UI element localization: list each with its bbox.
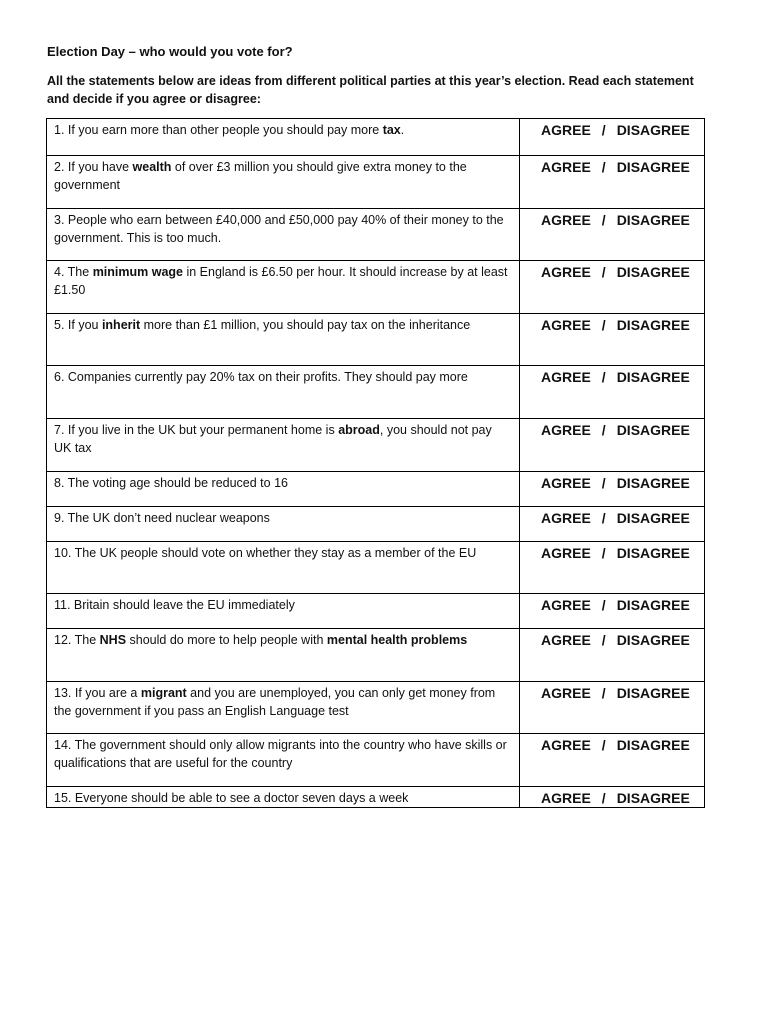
choice-separator: / xyxy=(601,597,606,613)
agree-option[interactable]: AGREE xyxy=(541,317,591,333)
agree-disagree-cell xyxy=(520,787,705,808)
disagree-option[interactable]: DISAGREE xyxy=(616,685,690,701)
statement-row xyxy=(47,119,705,156)
statement-text-part: 15. Everyone should be able to see a doctor seven days a week xyxy=(54,791,409,805)
statement-keyword: wealth xyxy=(132,160,172,174)
statement-text xyxy=(47,787,520,808)
statement-keyword: migrant xyxy=(140,686,187,700)
agree-option[interactable]: AGREE xyxy=(541,545,591,561)
statement-row xyxy=(47,314,705,366)
agree-option[interactable]: AGREE xyxy=(541,510,591,526)
statement-text xyxy=(47,734,520,787)
choice-separator: / xyxy=(601,317,606,333)
statement-row xyxy=(47,209,705,261)
statement-text xyxy=(47,682,520,734)
statement-row xyxy=(47,734,705,787)
statement-text-part: 3. People who earn between £40,000 and £50,000 pay 40% of their money to the government. This is too much. xyxy=(54,213,504,245)
agree-disagree-cell xyxy=(520,314,705,366)
statement-text-part: of over £3 million you should give extra money to the government xyxy=(54,160,467,192)
statement-text-part: 7. If you live in the UK but your permanent home is xyxy=(54,423,339,437)
statement-text-part: and you are unemployed, you can only get money from the government if you pass an English Language test xyxy=(54,686,496,718)
statements-table-body xyxy=(47,119,705,808)
choice-separator: / xyxy=(601,159,606,175)
statement-text xyxy=(47,209,520,261)
choice-separator: / xyxy=(601,737,606,753)
statement-text xyxy=(47,261,520,314)
statement-text xyxy=(47,594,520,629)
agree-disagree-cell xyxy=(520,629,705,682)
disagree-option[interactable]: DISAGREE xyxy=(616,510,690,526)
agree-option[interactable]: AGREE xyxy=(541,632,591,648)
disagree-option[interactable]: DISAGREE xyxy=(616,632,690,648)
agree-disagree-cell xyxy=(520,209,705,261)
statement-text-part: should do more to help people with xyxy=(126,633,327,647)
statement-row xyxy=(47,682,705,734)
agree-option[interactable]: AGREE xyxy=(541,737,591,753)
agree-option[interactable]: AGREE xyxy=(541,369,591,385)
agree-option[interactable]: AGREE xyxy=(541,212,591,228)
statement-keyword: mental health problems xyxy=(326,633,468,647)
choice-separator: / xyxy=(601,212,606,228)
statement-text-part: 9. The UK don’t need nuclear weapons xyxy=(54,511,270,525)
statement-text xyxy=(47,419,520,472)
choice-separator: / xyxy=(601,475,606,491)
choice-separator: / xyxy=(601,122,606,138)
statement-text xyxy=(47,542,520,594)
choice-separator: / xyxy=(601,369,606,385)
statement-keyword: inherit xyxy=(101,318,141,332)
statement-text-part: , you should not pay UK tax xyxy=(54,423,492,455)
statement-text-part: 1. If you earn more than other people you should pay more xyxy=(54,123,383,137)
statement-row xyxy=(47,366,705,419)
agree-disagree-cell xyxy=(520,542,705,594)
page-title: Election Day – who would you vote for? xyxy=(47,44,293,59)
statement-text xyxy=(47,472,520,507)
disagree-option[interactable]: DISAGREE xyxy=(616,545,690,561)
disagree-option[interactable]: DISAGREE xyxy=(616,790,690,806)
statement-text xyxy=(47,314,520,366)
statement-text-part: 5. If you xyxy=(54,318,102,332)
statement-text-part: 12. The xyxy=(54,633,100,647)
statement-text-part: 14. The government should only allow migrants into the country who have skills or qualifications that are useful for the country xyxy=(54,738,507,770)
agree-disagree-cell xyxy=(520,734,705,787)
statement-text-part: 6. Companies currently pay 20% tax on their profits. They should pay more xyxy=(54,370,468,384)
choice-separator: / xyxy=(601,545,606,561)
disagree-option[interactable]: DISAGREE xyxy=(616,212,690,228)
agree-disagree-cell xyxy=(520,472,705,507)
disagree-option[interactable]: DISAGREE xyxy=(616,737,690,753)
agree-option[interactable]: AGREE xyxy=(541,264,591,280)
statement-row xyxy=(47,507,705,542)
statement-text xyxy=(47,629,520,682)
disagree-option[interactable]: DISAGREE xyxy=(616,597,690,613)
statement-text-part: 8. The voting age should be reduced to 16 xyxy=(54,476,288,490)
agree-disagree-cell xyxy=(520,594,705,629)
agree-option[interactable]: AGREE xyxy=(541,475,591,491)
statement-text-part: more than £1 million, you should pay tax on the inheritance xyxy=(140,318,471,332)
disagree-option[interactable]: DISAGREE xyxy=(616,264,690,280)
statement-text-part: . xyxy=(400,123,405,137)
choice-separator: / xyxy=(601,632,606,648)
disagree-option[interactable]: DISAGREE xyxy=(616,159,690,175)
statement-row xyxy=(47,472,705,507)
agree-disagree-cell xyxy=(520,119,705,156)
statement-keyword: tax xyxy=(382,123,401,137)
disagree-option[interactable]: DISAGREE xyxy=(616,475,690,491)
statement-row xyxy=(47,542,705,594)
agree-option[interactable]: AGREE xyxy=(541,159,591,175)
statement-text-part: 13. If you are a xyxy=(54,686,141,700)
statement-text-part: 4. The xyxy=(54,265,93,279)
statement-row xyxy=(47,156,705,209)
agree-option[interactable]: AGREE xyxy=(541,685,591,701)
agree-option[interactable]: AGREE xyxy=(541,122,591,138)
agree-option[interactable]: AGREE xyxy=(541,790,591,806)
statement-text xyxy=(47,366,520,419)
agree-disagree-cell xyxy=(520,366,705,419)
disagree-option[interactable]: DISAGREE xyxy=(616,369,690,385)
disagree-option[interactable]: DISAGREE xyxy=(616,122,690,138)
statement-row xyxy=(47,419,705,472)
statement-keyword: abroad xyxy=(338,423,380,437)
statement-text-part: 11. Britain should leave the EU immediately xyxy=(54,598,295,612)
statement-text-part: 2. If you have xyxy=(54,160,133,174)
agree-option[interactable]: AGREE xyxy=(541,597,591,613)
statement-text-part: 10. The UK people should vote on whether they stay as a member of the EU xyxy=(54,546,477,560)
statements-table xyxy=(46,118,705,808)
agree-disagree-cell xyxy=(520,156,705,209)
choice-separator: / xyxy=(601,685,606,701)
disagree-option[interactable]: DISAGREE xyxy=(616,422,690,438)
statement-text xyxy=(47,507,520,542)
agree-disagree-cell xyxy=(520,261,705,314)
choice-separator: / xyxy=(601,790,606,806)
statement-text-part: in England is £6.50 per hour. It should increase by at least £1.50 xyxy=(54,265,508,297)
statement-text xyxy=(47,156,520,209)
choice-separator: / xyxy=(601,264,606,280)
agree-disagree-cell xyxy=(520,682,705,734)
statement-text xyxy=(47,119,520,156)
agree-option[interactable]: AGREE xyxy=(541,422,591,438)
statement-row xyxy=(47,629,705,682)
statement-keyword: minimum wage xyxy=(92,265,183,279)
statement-row xyxy=(47,594,705,629)
choice-separator: / xyxy=(601,510,606,526)
disagree-option[interactable]: DISAGREE xyxy=(616,317,690,333)
instructions: All the statements below are ideas from different political parties at this year’s election. Read each statement and decide if you agree or disagree: xyxy=(47,74,694,106)
agree-disagree-cell xyxy=(520,507,705,542)
statement-row xyxy=(47,787,705,808)
agree-disagree-cell xyxy=(520,419,705,472)
statement-keyword: NHS xyxy=(99,633,127,647)
choice-separator: / xyxy=(601,422,606,438)
statement-row xyxy=(47,261,705,314)
